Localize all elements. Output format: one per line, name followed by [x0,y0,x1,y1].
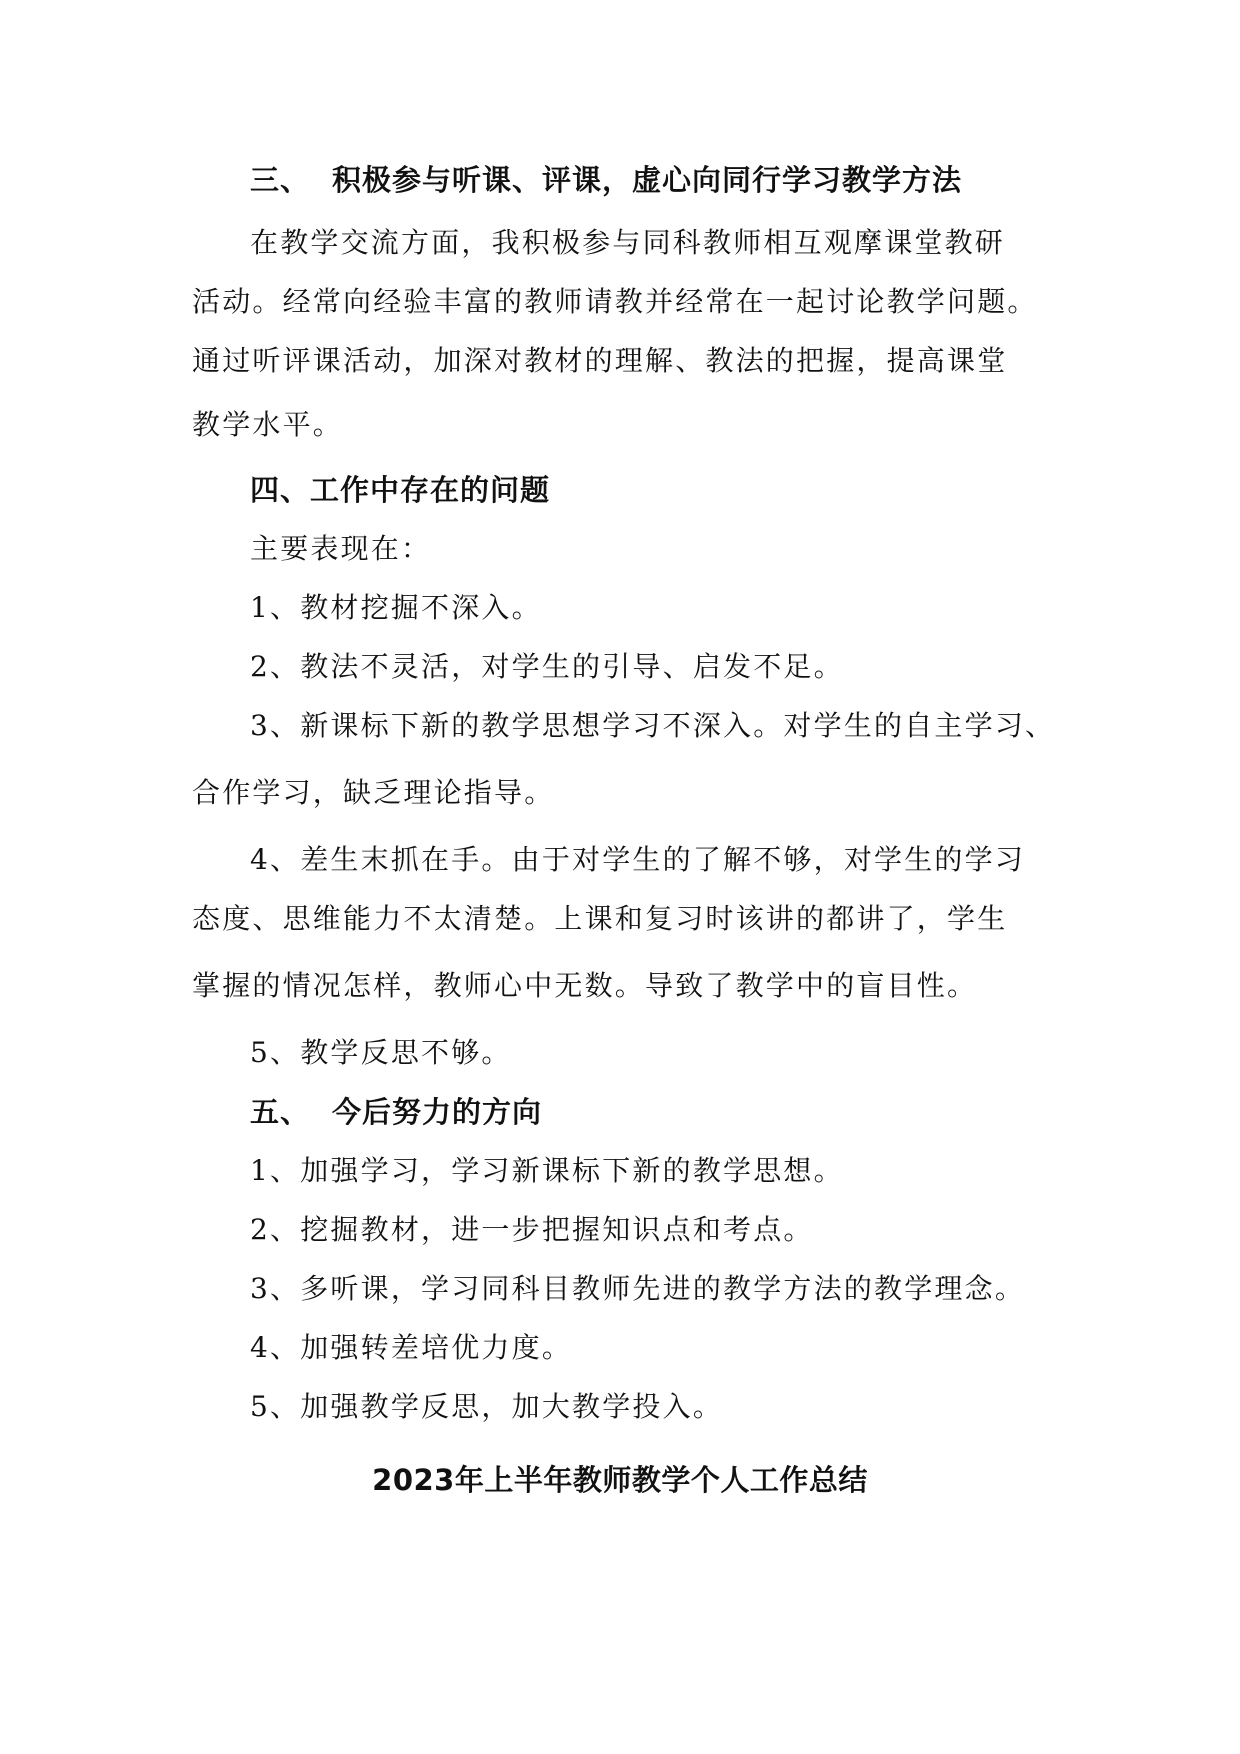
list-item: 5、加强教学反思，加大教学投入。 [250,1390,724,1423]
list-item: 4、加强转差培优力度。 [250,1331,573,1364]
list-item: 2、教法不灵活，对学生的引导、启发不足。 [250,650,844,683]
section-3-heading [250,160,1072,200]
list-item: 1、加强学习，学习新课标下新的教学思想。 [250,1154,844,1187]
paragraph-line: 主要表现在： [250,532,432,565]
list-item: 4、差生末抓在手。由于对学生的了解不够，对学生的学习 [250,843,1026,876]
paragraph-line: 通过听评课活动，加深对教材的理解、教法的把握，提高课堂 [192,344,1008,377]
list-item: 3、新课标下新的教学思想学习不深入。对学生的自主学习、 [250,709,1056,742]
list-item-continuation: 合作学习，缺乏理论指导。 [192,776,555,809]
section-5-title: 今后努力的方向 [332,1095,543,1129]
section-3-number: 三、 [250,163,311,197]
list-item-continuation: 态度、思维能力不太清楚。上课和复习时该讲的都讲了，学生 [192,902,1008,935]
list-item: 2、挖掘教材，进一步把握知识点和考点。 [250,1213,814,1246]
section-4-heading: 四、工作中存在的问题 [250,473,551,507]
document-title: 2023年上半年教师教学个人工作总结 [372,1463,868,1497]
list-item: 5、教学反思不够。 [250,1036,512,1069]
list-item: 3、多听课，学习同科目教师先进的教学方法的教学理念。 [250,1272,1026,1305]
list-item-continuation: 掌握的情况怎样，教师心中无数。导致了教学中的盲目性。 [192,969,978,1002]
list-item: 1、教材挖掘不深入。 [250,591,542,624]
paragraph-line: 教学水平。 [192,408,344,441]
paragraph-line: 活动。经常向经验丰富的教师请教并经常在一起讨论教学问题。 [192,285,1038,318]
section-3-title: 积极参与听课、评课，虚心向同行学习教学方法 [332,163,963,197]
section-5-number: 五、 [250,1095,311,1129]
section-5-heading [250,1092,1072,1132]
paragraph-line: 在教学交流方面，我积极参与同科教师相互观摩课堂教研 [250,226,1006,259]
